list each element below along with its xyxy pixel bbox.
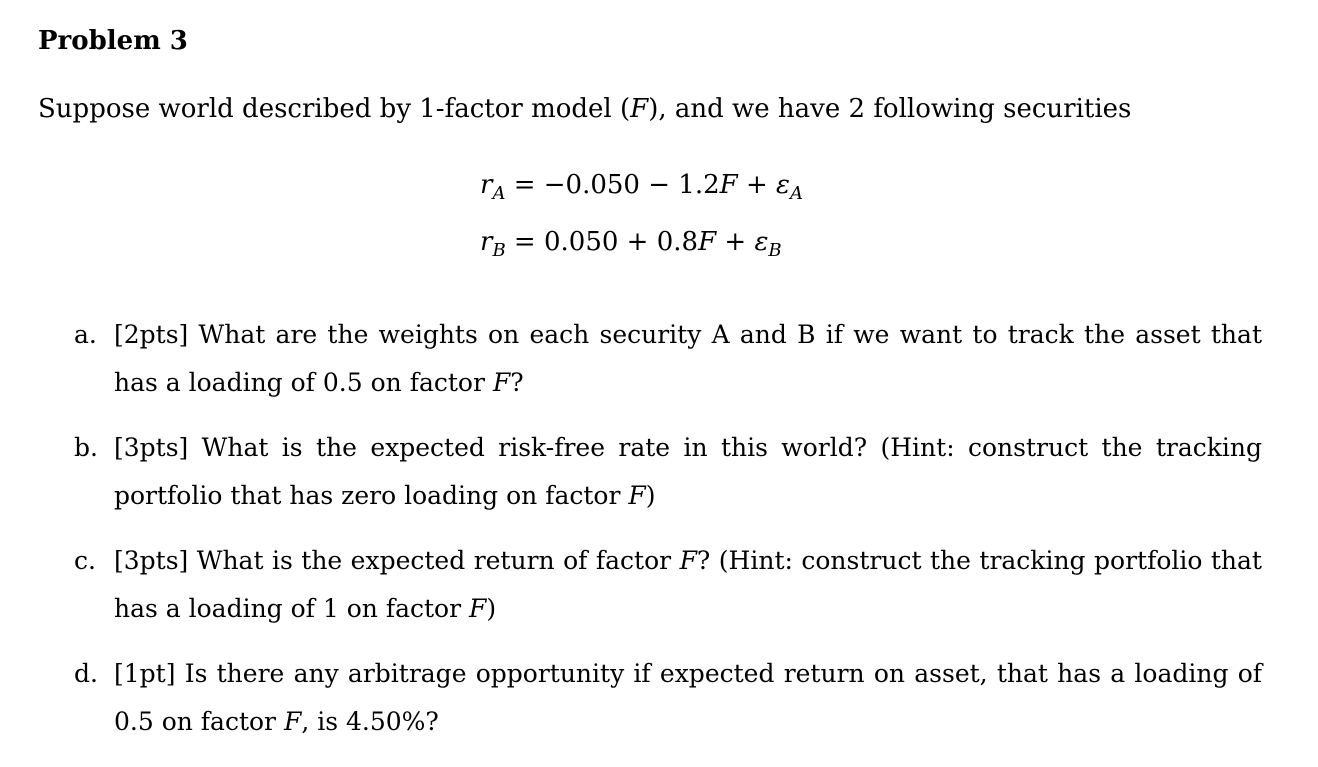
question-d-label: d. [74,659,98,688]
problem-intro [38,94,1131,124]
equation-security-b [480,227,782,261]
question-b [74,424,1262,520]
eq-b-rhs: = 0.050 + 0.8 [505,227,699,257]
question-list [74,311,1262,763]
question-a [74,311,1262,407]
eq-a-lhs-var: r [480,170,493,200]
question-c-var: F [679,546,697,575]
question-c-text: [3pts] What is the expected return of factor [114,546,680,575]
eq-a-epsilon: ε [776,170,790,200]
question-a-text: [2pts] What are the weights on each security A and B if we want to track the asset that has a loading of 0.5 on factor [114,320,1262,397]
intro-factor-var: F [630,94,649,124]
eq-a-epsilon-sub: A [789,183,803,204]
question-d-end: , is 4.50%? [301,707,439,736]
eq-a-factor: F [719,170,738,200]
question-a-var: F [492,368,511,397]
question-a-end: ? [510,368,524,397]
intro-prefix: Suppose world described by 1-factor model ( [38,94,631,124]
eq-b-lhs-sub: B [492,240,506,261]
question-d-var: F [283,707,302,736]
question-b-end: ) [645,481,656,510]
question-c-var2: F [469,594,487,623]
question-a-label: a. [74,320,97,349]
question-c-mid: ? (Hint: construct the tracking portfolio that has a loading of 1 on factor [114,546,1262,623]
eq-a-plus: + [737,170,777,200]
intro-suffix: ), and we have 2 following securities [648,94,1132,124]
question-d-text: [1pt] Is there any arbitrage opportunity if expected return on asset, that has a loading of 0.5 on factor [114,659,1262,736]
equation-security-a [480,170,803,204]
eq-b-epsilon: ε [754,227,769,257]
eq-b-plus: + [716,227,755,257]
question-c [74,537,1262,633]
eq-b-epsilon-sub: B [768,240,782,261]
eq-a-lhs-sub: A [492,183,506,204]
problem-title: Problem 3 [38,26,188,56]
eq-a-rhs: = −0.050 − 1.2 [505,170,720,200]
question-b-label: b. [74,433,98,462]
question-c-end: ) [486,594,497,623]
eq-b-factor: F [698,227,717,257]
question-b-text: [3pts] What is the expected risk-free rate in this world? (Hint: construct the tracking portfolio that has zero loading on factor [114,433,1262,510]
question-b-var: F [628,481,646,510]
question-c-label: c. [74,546,96,575]
question-d [74,650,1262,746]
eq-b-lhs-var: r [480,227,493,257]
